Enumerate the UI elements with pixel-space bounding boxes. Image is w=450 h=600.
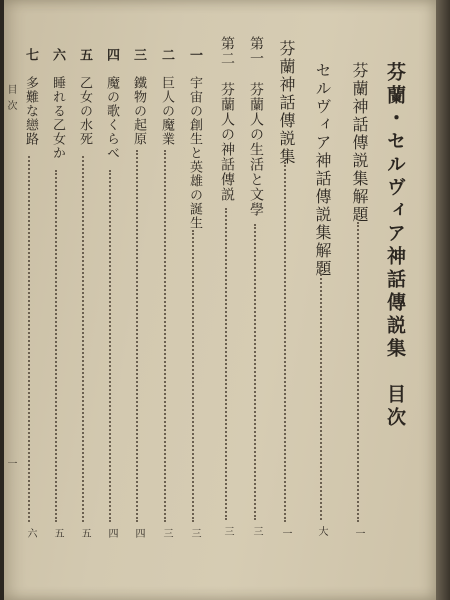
- toc-item-title: 鐵物の起原: [131, 76, 146, 146]
- toc-item-num: 二: [159, 48, 174, 62]
- page-number: 三: [161, 528, 172, 538]
- toc-section-title: 芬蘭人の生活と文學: [248, 82, 264, 217]
- leader-dots: [82, 156, 84, 522]
- toc-item-num: 四: [104, 48, 119, 62]
- toc-entry-serbian-commentary: セルヴィア神話傳説集解題: [313, 62, 332, 278]
- toc-section-num: 第二: [219, 36, 235, 66]
- leader-dots: [136, 150, 138, 522]
- toc-entry-finnish-collection: 芬蘭神話傳説集: [277, 40, 296, 166]
- toc-item-title: 宇宙の創生と英雄の誕生: [187, 76, 202, 230]
- page-number: 五: [52, 528, 63, 538]
- leader-dots: [28, 156, 30, 522]
- leader-dots: [284, 162, 286, 522]
- toc-item-num: 六: [50, 48, 65, 62]
- leader-dots: [164, 150, 166, 522]
- leader-dots: [55, 170, 57, 522]
- toc-item-num: 三: [131, 48, 146, 62]
- footer-page-mark: 一: [5, 458, 16, 474]
- toc-entry-finnish-commentary: 芬蘭神話傳説集解題: [350, 62, 369, 224]
- leader-dots: [109, 170, 111, 522]
- page-number: 一: [353, 528, 364, 538]
- page-number: 大: [316, 526, 327, 536]
- page-title: 芬蘭・セルヴィア神話傳説集 目次: [384, 62, 406, 430]
- leader-dots: [192, 230, 194, 522]
- toc-section-num: 第一: [248, 36, 264, 66]
- page-number: 六: [25, 528, 36, 538]
- page-number: 三: [189, 528, 200, 538]
- leader-dots: [357, 222, 359, 522]
- book-page: [4, 0, 438, 600]
- page-number: 四: [106, 528, 117, 538]
- page-number: 五: [79, 528, 90, 538]
- toc-item-title: 巨人の魔業: [159, 76, 174, 146]
- toc-item-title: 魔の歌くらべ: [104, 76, 119, 160]
- toc-item-num: 五: [77, 48, 92, 62]
- book-spine-shadow: [436, 0, 450, 600]
- leader-dots: [320, 262, 322, 520]
- toc-item-title: 乙女の水死: [77, 76, 92, 146]
- toc-item-num: 一: [187, 48, 202, 62]
- toc-item-title: 睡れる乙女か: [50, 76, 65, 160]
- page-number: 四: [133, 528, 144, 538]
- leader-dots: [254, 224, 256, 520]
- page-number: 三: [251, 526, 262, 536]
- page-number: 一: [280, 528, 291, 538]
- toc-section-title: 芬蘭人の神話傳説: [219, 82, 235, 202]
- running-footer: 目次: [5, 84, 16, 116]
- leader-dots: [225, 208, 227, 520]
- page-number: 三: [222, 526, 233, 536]
- toc-item-num: 七: [23, 48, 38, 62]
- toc-item-title: 多難な戀路: [23, 76, 38, 146]
